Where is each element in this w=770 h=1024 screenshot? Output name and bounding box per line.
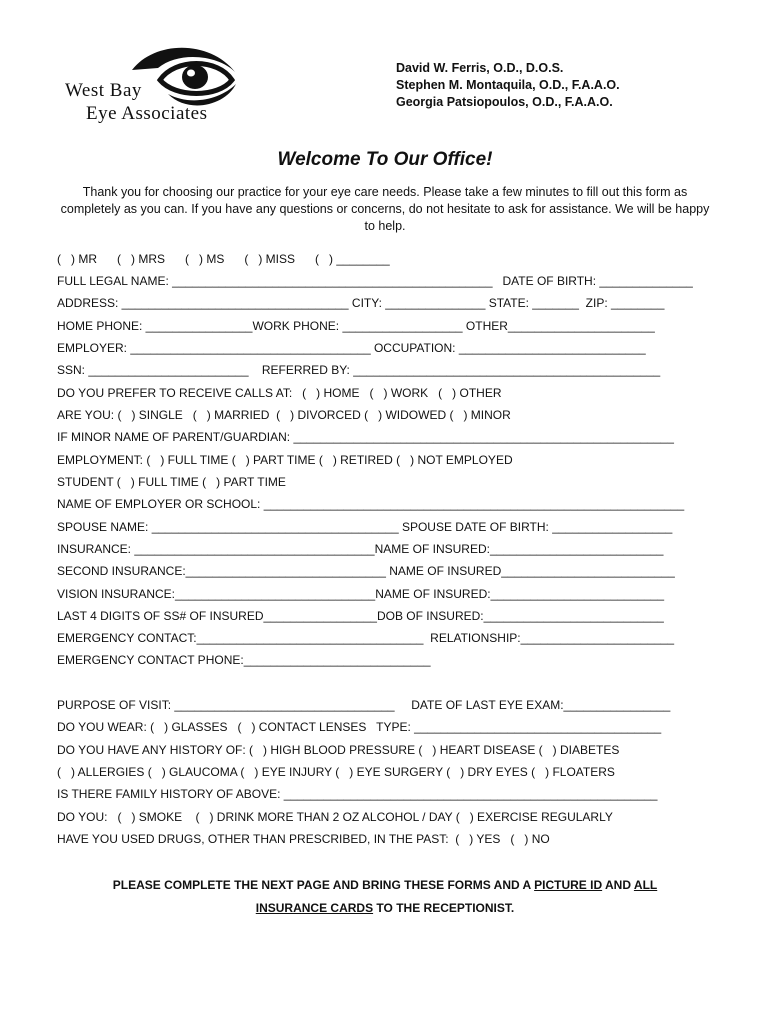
eyewear-line[interactable]: DO YOU WEAR: ( ) GLASSES ( ) CONTACT LENSES TYPE: _____________________________________: [57, 720, 662, 734]
title-options-line[interactable]: ( ) MR ( ) MRS ( ) MS ( ) MISS ( ) ________: [57, 252, 390, 266]
student-line[interactable]: STUDENT ( ) FULL TIME ( ) PART TIME: [57, 475, 286, 489]
ssn-referred-line[interactable]: SSN: ________________________ REFERRED BY: ______________________________________________: [57, 363, 661, 377]
history-line[interactable]: DO YOU HAVE ANY HISTORY OF: ( ) HIGH BLOOD PRESSURE ( ) HEART DISEASE ( ) DIABETES: [57, 743, 620, 757]
logo-text-line2: Eye Associates: [86, 103, 208, 124]
closing-text-part1: PLEASE COMPLETE THE NEXT PAGE AND BRING THESE FORMS AND A: [112, 878, 535, 892]
employer-school-line[interactable]: NAME OF EMPLOYER OR SCHOOL: _______________________________________________________________: [57, 497, 685, 511]
closing-text-part3: TO THE RECEPTIONIST.: [373, 901, 515, 915]
drug-use-line[interactable]: HAVE YOU USED DRUGS, OTHER THAN PRESCRIBED, IN THE PAST: ( ) YES ( ) NO: [57, 832, 550, 846]
employer-line[interactable]: EMPLOYER: ____________________________________ OCCUPATION: ____________________________: [57, 341, 646, 355]
emergency-contact-line[interactable]: EMERGENCY CONTACT:__________________________________ RELATIONSHIP:_______________________: [57, 631, 675, 645]
spouse-line[interactable]: SPOUSE NAME: _____________________________________ SPOUSE DATE OF BIRTH: __________________: [57, 520, 673, 534]
habits-line[interactable]: DO YOU: ( ) SMOKE ( ) DRINK MORE THAN 2 OZ ALCOHOL / DAY ( ) EXERCISE REGULARLY: [57, 810, 613, 824]
practice-logo: [60, 40, 240, 130]
phone-line[interactable]: HOME PHONE: ________________WORK PHONE: __________________ OTHER______________________: [57, 319, 655, 333]
all-text: ALL: [633, 878, 658, 892]
doctor-list: [396, 60, 620, 111]
insurance-cards-text: INSURANCE CARDS: [255, 901, 374, 915]
conditions-line[interactable]: ( ) ALLERGIES ( ) GLAUCOMA ( ) EYE INJURY ( ) EYE SURGERY ( ) DRY EYES ( ) FLOATERS: [57, 765, 615, 779]
insurance-line[interactable]: INSURANCE: ____________________________________NAME OF INSURED:__________________________: [57, 542, 664, 556]
second-insurance-line[interactable]: SECOND INSURANCE:______________________________ NAME OF INSURED__________________________: [57, 564, 675, 578]
picture-id-text: PICTURE ID: [534, 878, 603, 892]
doctor-name: David W. Ferris, O.D., D.O.S.: [396, 61, 564, 75]
call-preference-line[interactable]: DO YOU PREFER TO RECEIVE CALLS AT: ( ) HOME ( ) WORK ( ) OTHER: [57, 386, 502, 400]
address-line[interactable]: ADDRESS: __________________________________ CITY: _______________ STATE: _______ ZIP: ________: [57, 296, 665, 310]
purpose-visit-line[interactable]: PURPOSE OF VISIT: _________________________________ DATE OF LAST EYE EXAM:________________: [57, 698, 671, 712]
doctor-name: Georgia Patsiopoulos, O.D., F.A.A.O.: [396, 95, 613, 109]
vision-insurance-line[interactable]: VISION INSURANCE:______________________________NAME OF INSURED:__________________________: [57, 587, 665, 601]
insured-ssn-line[interactable]: LAST 4 DIGITS OF SS# OF INSURED_________________DOB OF INSURED:___________________________: [57, 609, 664, 623]
doctor-name: Stephen M. Montaquila, O.D., F.A.A.O.: [396, 78, 620, 92]
page-title: Welcome To Our Office!: [277, 149, 493, 170]
closing-instruction: [0, 874, 770, 920]
marital-status-line[interactable]: ARE YOU: ( ) SINGLE ( ) MARRIED ( ) DIVORCED ( ) WIDOWED ( ) MINOR: [57, 408, 511, 422]
intro-paragraph: Thank you for choosing our practice for your eye care needs. Please take a few minutes to fill out this form as completely as you can. If you have any questions or concerns, do not hesitate to ask for assistance. We will be happy to help.: [60, 185, 710, 233]
employment-line[interactable]: EMPLOYMENT: ( ) FULL TIME ( ) PART TIME ( ) RETIRED ( ) NOT EMPLOYED: [57, 453, 513, 467]
emergency-phone-line[interactable]: EMERGENCY CONTACT PHONE:____________________________: [57, 653, 431, 667]
logo-text-line1: West Bay: [65, 80, 142, 101]
guardian-line[interactable]: IF MINOR NAME OF PARENT/GUARDIAN: _________________________________________________________: [57, 430, 674, 444]
closing-text-part2: AND: [602, 878, 634, 892]
legal-name-line[interactable]: FULL LEGAL NAME: ________________________________________________ DATE OF BIRTH: ______________: [57, 274, 693, 288]
family-history-line[interactable]: IS THERE FAMILY HISTORY OF ABOVE: ________________________________________________________: [57, 787, 658, 801]
